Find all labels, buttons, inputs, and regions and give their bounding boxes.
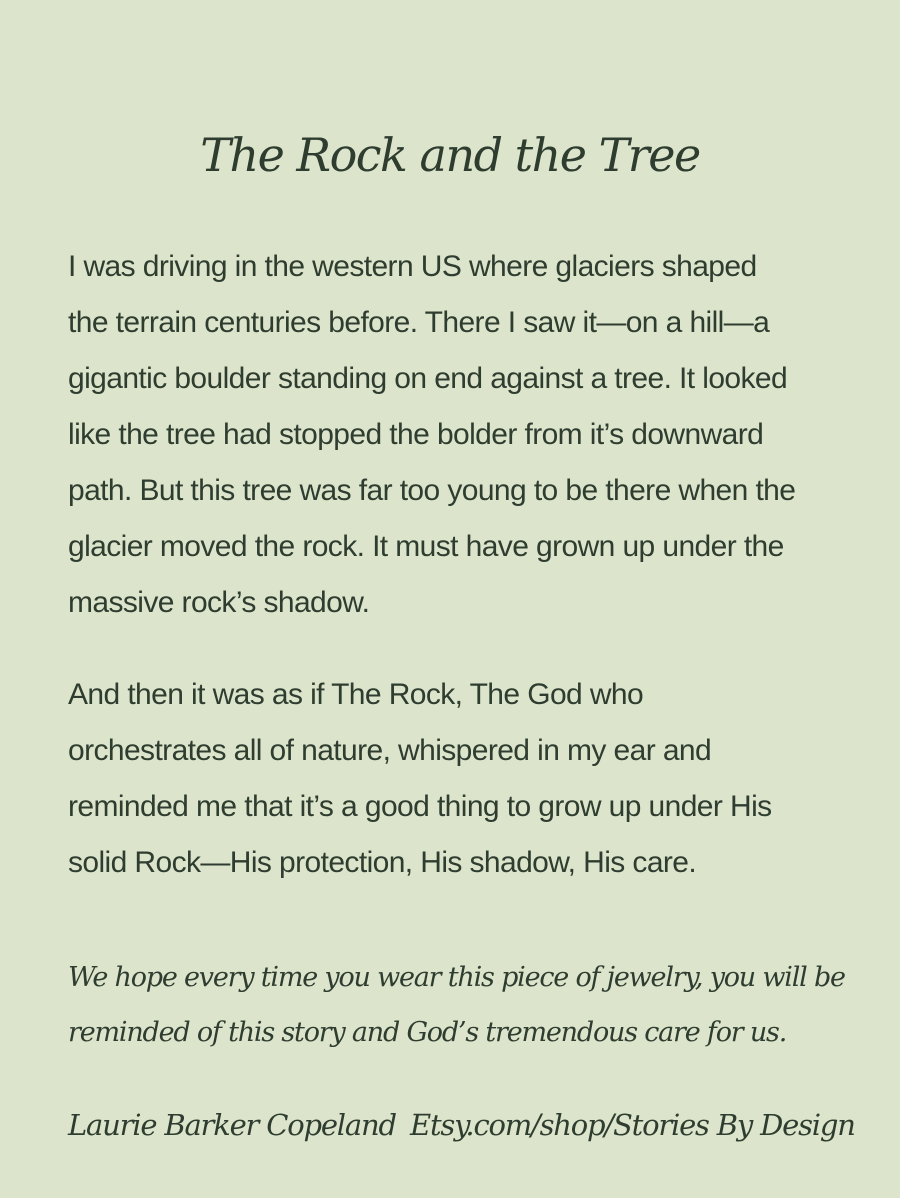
text-line: path. But this tree was far too young to be there when the <box>68 474 796 507</box>
text-line: like the tree had stopped the bolder from it’s downward <box>68 418 764 451</box>
text-line: And then it was as if The Rock, The God who <box>68 678 644 711</box>
text-line: reminded of this story and God’s tremendous care for us. <box>68 1017 787 1048</box>
text-line: orchestrates all of nature, whispered in my ear and <box>68 734 712 767</box>
text-line: We hope every time you wear this piece of jewelry, you will be <box>68 962 845 993</box>
text-line: gigantic boulder standing on end against a tree. It looked <box>68 362 788 395</box>
text-line: I was driving in the western US where glaciers shaped <box>68 250 757 283</box>
text-line: the terrain centuries before. There I saw it—on a hill—a <box>68 306 770 339</box>
author-name: Laurie Barker Copeland <box>68 1108 396 1142</box>
shop-link: Etsy.com/shop/Stories By Design <box>410 1108 855 1142</box>
text-line: reminded me that it’s a good thing to grow up under His <box>68 790 772 823</box>
text-line: massive rock’s shadow. <box>68 586 370 619</box>
text-line: glacier moved the rock. It must have grown up under the <box>68 530 784 563</box>
page-title: The Rock and the Tree <box>200 128 700 182</box>
text-line: solid Rock—His protection, His shadow, His care. <box>68 846 697 879</box>
